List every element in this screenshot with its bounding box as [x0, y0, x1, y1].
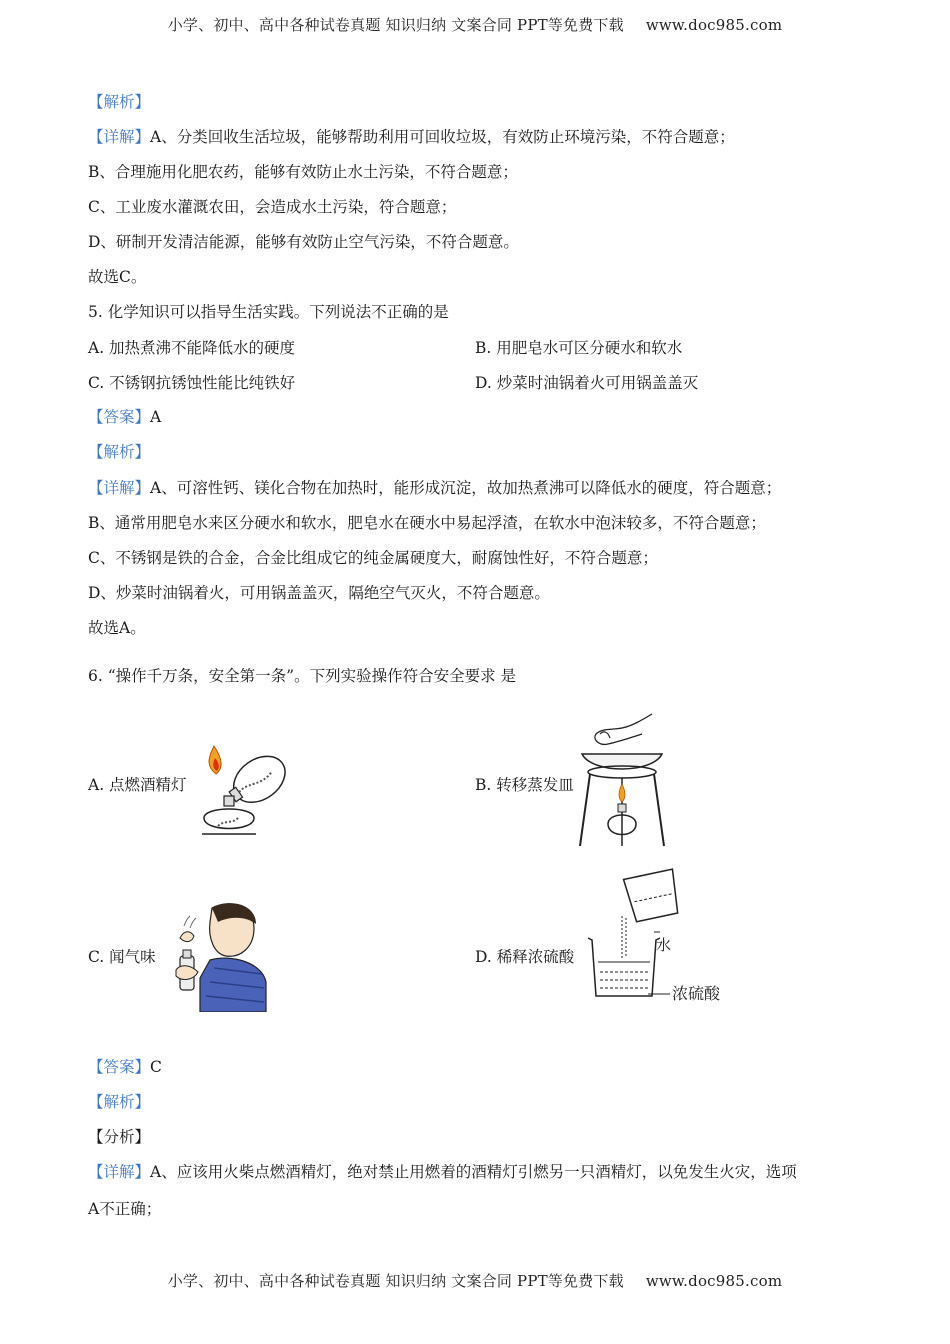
header-text: 小学、初中、高中各种试卷真题 知识归纳 文案合同 PPT等免费下载 — [167, 16, 624, 34]
q4-jiexi-label: 【解析】 — [88, 93, 151, 111]
q6-jiexi-label: 【解析】 — [88, 1093, 151, 1111]
q6-option-b: B. 转移蒸发皿 — [475, 776, 574, 794]
q6-detail-tag: 【详解】 — [88, 1163, 151, 1181]
q5-stem: 5. 化学知识可以指导生活实践。下列说法不正确的是 — [88, 303, 449, 321]
q5-answer-value: A — [150, 408, 162, 426]
page-header — [0, 14, 950, 35]
q4-detail-a — [88, 125, 735, 147]
water-label: 水 — [656, 936, 672, 954]
footer-site: www.doc985.com — [645, 1272, 783, 1290]
page-footer — [0, 1270, 950, 1291]
q5-option-c: C. 不锈钢抗锈蚀性能比纯铁好 — [88, 374, 296, 392]
q6-detail-a-cont: A不正确； — [88, 1200, 162, 1218]
smell-gas-figure — [170, 898, 270, 1012]
q5-option-a: A. 加热煮沸不能降低水的硬度 — [88, 339, 296, 357]
q4-detail-a-text: A、分类回收生活垃圾，能够帮助利用可回收垃圾，有效防止环境污染，不符合题意； — [150, 128, 735, 146]
footer-text: 小学、初中、高中各种试卷真题 知识归纳 文案合同 PPT等免费下载 — [167, 1272, 624, 1290]
q6-detail-a-text: A、应该用火柴点燃酒精灯，绝对禁止用燃着的酒精灯引燃另一只酒精灯，以免发生火灾，选项 — [150, 1163, 797, 1181]
acid-label: 浓硫酸 — [672, 984, 721, 1003]
q4-detail-tag: 【详解】 — [88, 128, 151, 146]
q5-jiexi-label: 【解析】 — [88, 443, 151, 461]
q5-detail-c: C、不锈钢是铁的合金，合金比组成它的纯金属硬度大，耐腐蚀性好，不符合题意； — [88, 549, 658, 567]
alcohol-lamp-figure — [188, 736, 298, 840]
q5-detail-d: D、炒菜时油锅着火，可用锅盖盖灭，隔绝空气灭火，不符合题意。 — [88, 584, 550, 602]
q6-option-d: D. 稀释浓硫酸 — [475, 948, 575, 966]
dilute-acid-figure — [582, 868, 727, 1008]
q6-fenxi-label: 【分析】 — [88, 1128, 151, 1146]
q5-option-d: D. 炒菜时油锅着火可用锅盖盖灭 — [475, 374, 699, 392]
q6-answer-value: C — [150, 1058, 162, 1076]
q4-conclusion: 故选C。 — [88, 268, 147, 286]
q5-detail-a — [88, 476, 781, 498]
q6-option-c: C. 闻气味 — [88, 948, 156, 966]
q6-answer-tag: 【答案】 — [88, 1058, 151, 1076]
header-site: www.doc985.com — [645, 16, 783, 34]
q5-detail-b: B、通常用肥皂水来区分硬水和软水，肥皂水在硬水中易起浮渣，在软水中泡沫较多，不符合题意； — [88, 514, 766, 532]
q4-detail-d: D、研制开发清洁能源，能够有效防止空气污染，不符合题意。 — [88, 233, 519, 251]
q5-answer-tag: 【答案】 — [88, 408, 151, 426]
q6-stem: 6. “操作千万条，安全第一条”。下列实验操作符合安全要求 是 — [88, 667, 516, 685]
evaporating-dish-figure — [572, 708, 672, 850]
q4-detail-b: B、合理施用化肥农药，能够有效防止水土污染，不符合题意； — [88, 163, 518, 181]
q5-detail-tag: 【详解】 — [88, 479, 151, 497]
q5-answer — [88, 405, 161, 427]
q4-detail-c: C、工业废水灌溉农田，会造成水土污染，符合题意； — [88, 198, 457, 216]
q5-conclusion: 故选A。 — [88, 619, 146, 637]
q6-answer — [88, 1055, 162, 1077]
q5-detail-a-text: A、可溶性钙、镁化合物在加热时，能形成沉淀，故加热煮沸可以降低水的硬度，符合题意； — [150, 479, 782, 497]
q6-option-a: A. 点燃酒精灯 — [88, 776, 187, 794]
q5-option-b: B. 用肥皂水可区分硬水和软水 — [475, 339, 683, 357]
q6-detail-a — [88, 1160, 797, 1182]
